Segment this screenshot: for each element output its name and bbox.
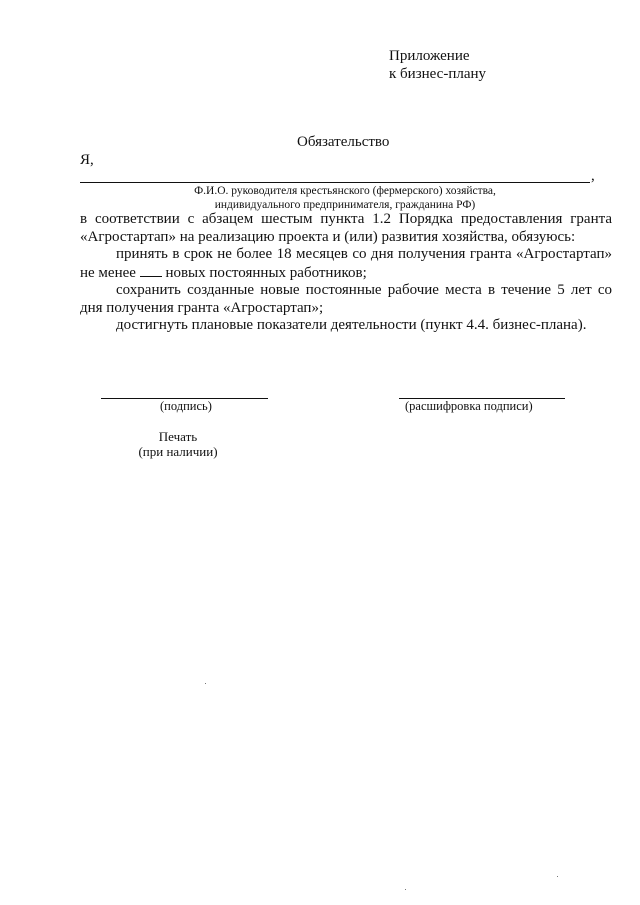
workers-count-blank[interactable] <box>140 264 162 277</box>
appendix-line-2: к бизнес-плану <box>389 66 487 82</box>
paragraph-hire <box>80 246 612 282</box>
paragraph-targets: достигнуть плановые показатели деятельности (пункт 4.4. бизнес-плана). <box>116 317 587 333</box>
paragraph-retain: сохранить созданные новые постоянные рабочие места в течение 5 лет со дня получения гранта «Агростартап»; <box>80 282 612 316</box>
name-fill-line[interactable] <box>80 182 590 183</box>
name-caption-line-2: индивидуального предпринимателя, гражданина РФ) <box>214 199 476 211</box>
stamp-note <box>136 429 220 459</box>
scan-speck <box>557 876 558 877</box>
paragraph-hire-text-2: новых постоянных работников; <box>165 264 367 281</box>
stamp-line-1: Печать <box>158 429 198 444</box>
name-caption-line-1: Ф.И.О. руководителя крестьянского (фермерского) хозяйства, <box>194 185 496 197</box>
stamp-line-2: (при наличии) <box>138 444 218 459</box>
appendix-note <box>389 47 486 83</box>
paragraph-hire-text-1: принять в срок не более 18 месяцев со дня получения гранта «Агростартап» не менее <box>80 246 612 281</box>
scan-speck <box>405 889 406 890</box>
signature-label: (подпись) <box>160 399 212 413</box>
paragraph-basis: в соответствии с абзацем шестым пункта 1.2 Порядка предоставления гранта «Агростартап» на реализацию проекта и (или) развития хозяйства, обязуюсь: <box>80 211 612 245</box>
name-line-comma: , <box>591 168 595 184</box>
document-title: Обязательство <box>297 134 390 150</box>
obligation-body <box>80 211 612 335</box>
scan-speck <box>205 683 206 684</box>
signature-decode-label: (расшифровка подписи) <box>405 399 533 413</box>
intro-text: Я, <box>80 152 94 168</box>
appendix-line-1: Приложение <box>389 48 470 64</box>
